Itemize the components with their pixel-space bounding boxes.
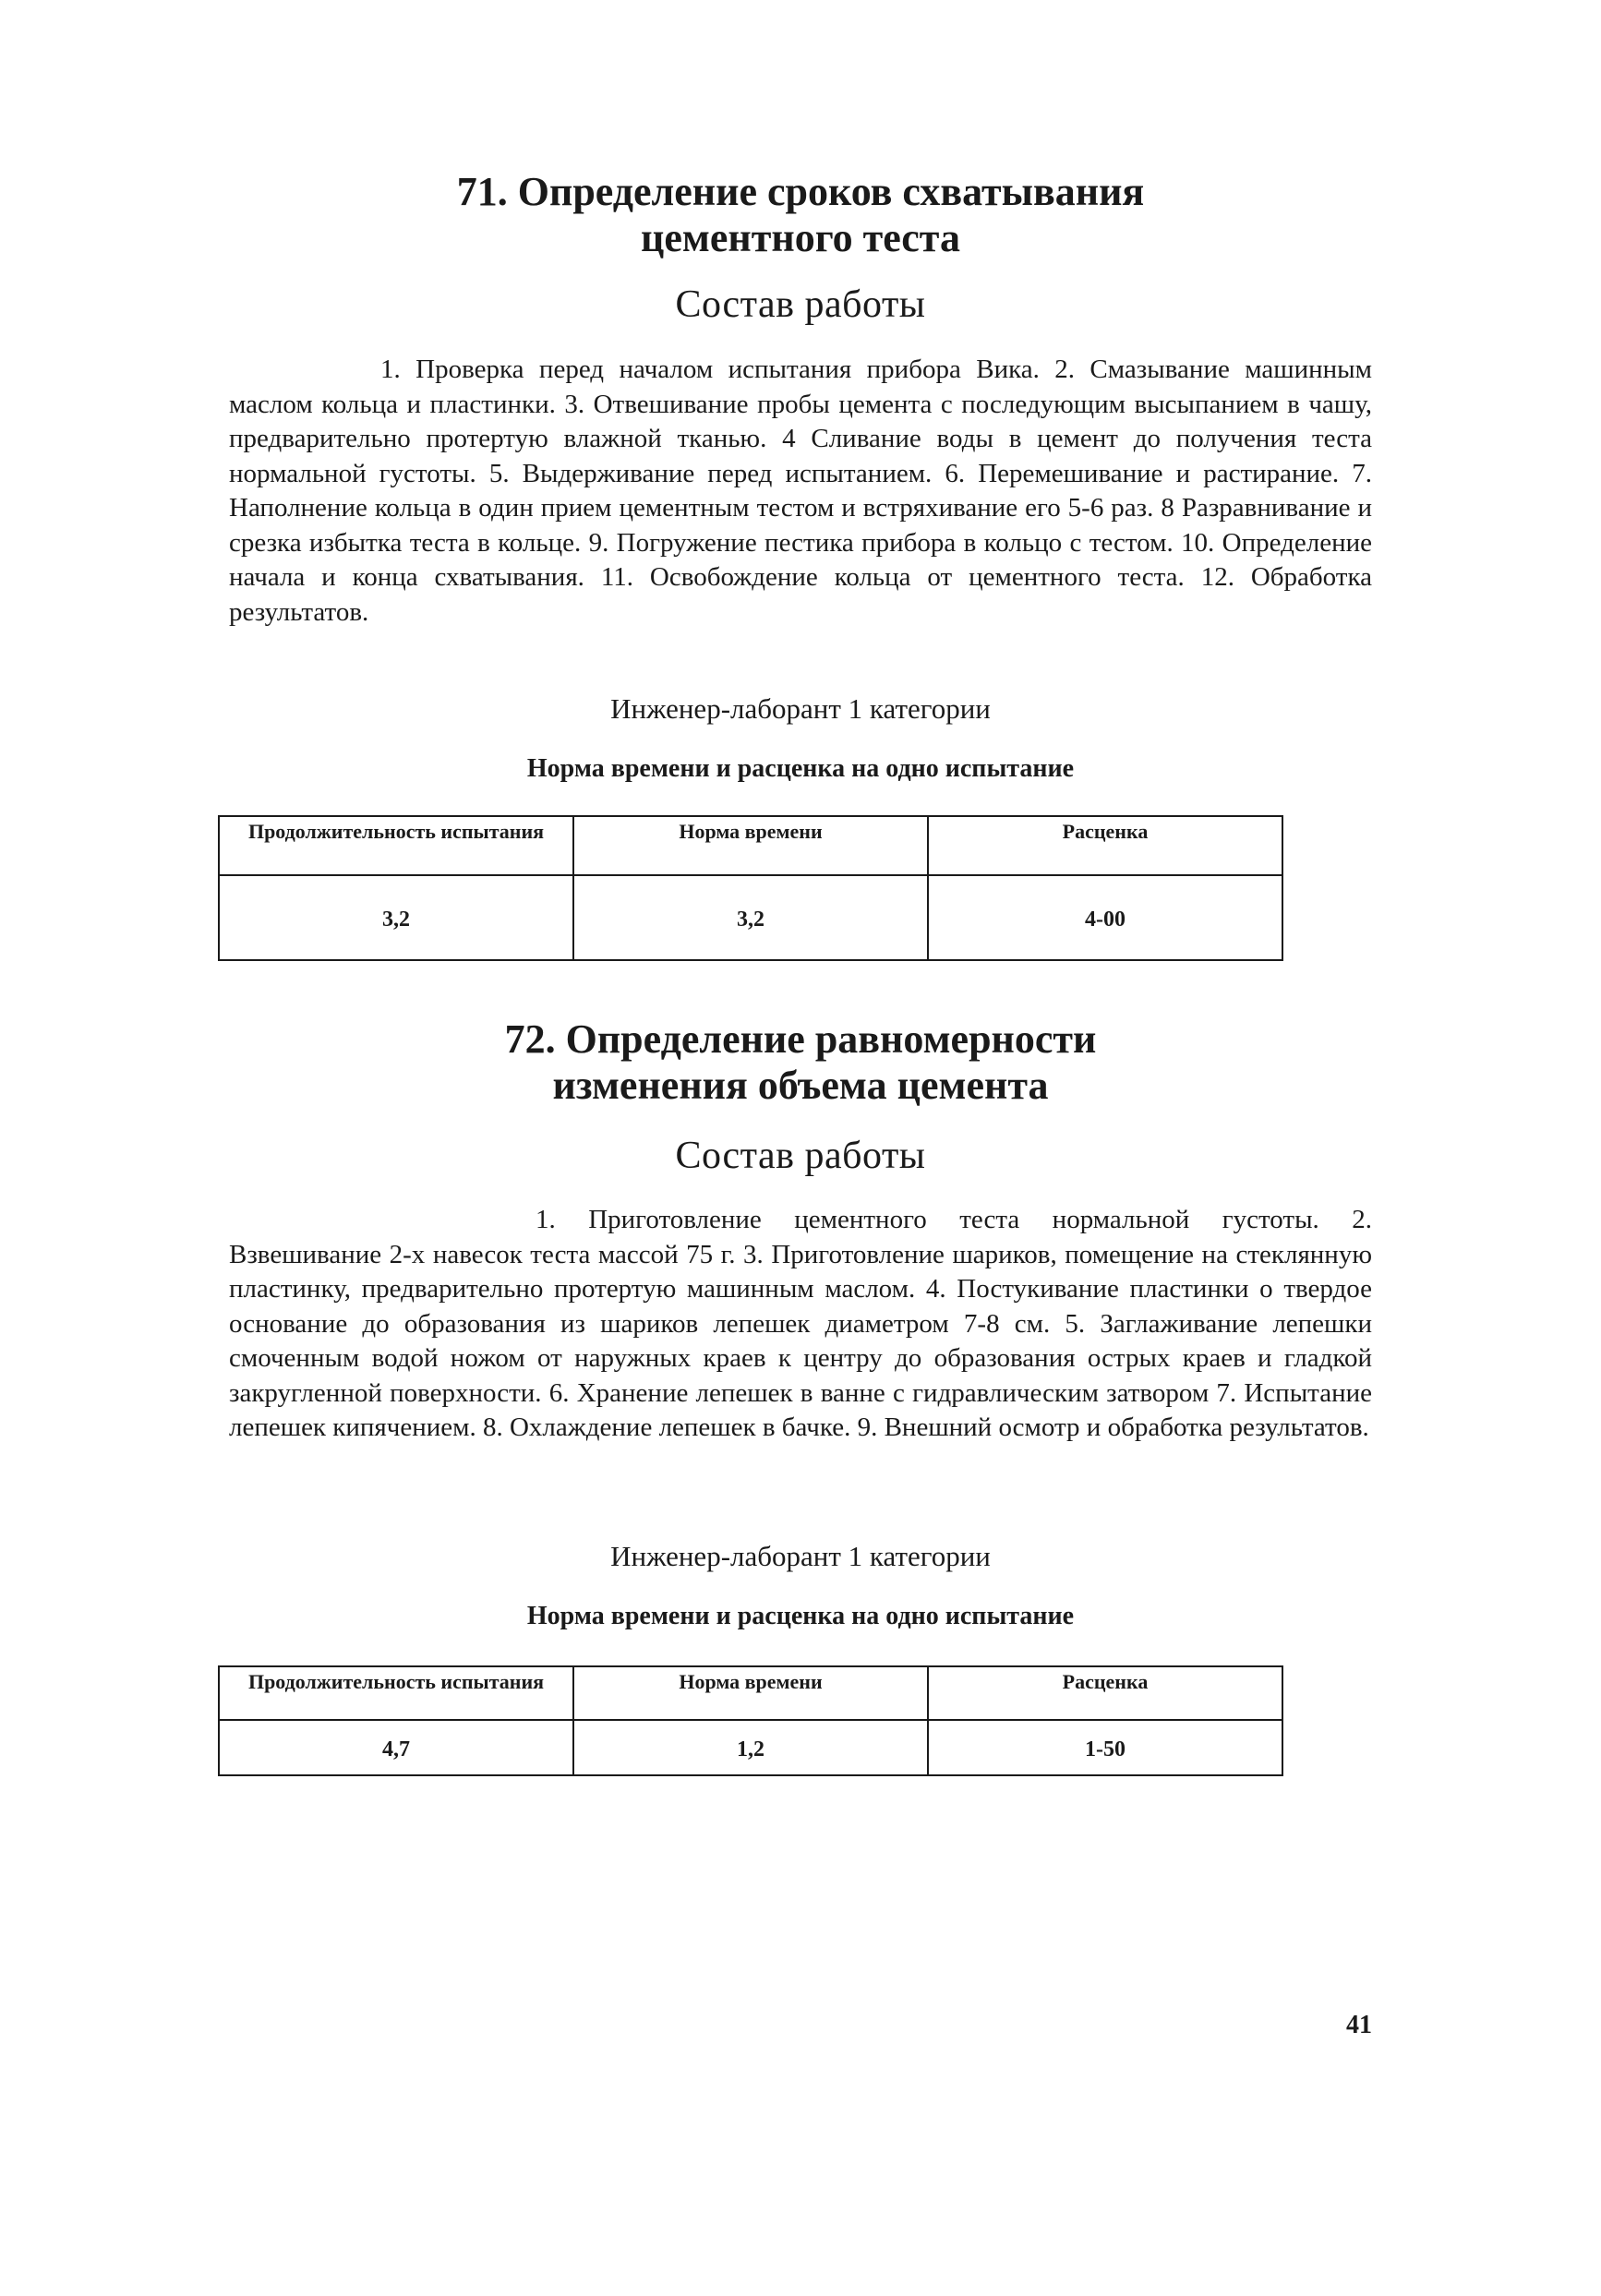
table-cell-time-norm: 1,2 — [573, 1720, 928, 1775]
table-cell-duration: 3,2 — [219, 875, 573, 960]
table-header-duration: Продолжительность испытания — [219, 816, 573, 875]
section-71-body-text: 1. Проверка перед началом испытания прибора Вика. 2. Смазывание машинным маслом кольца и пластинки. 3. Отвешивание пробы цемента с последующим высыпанием в чашу, предварительно протертую влажной тканью. 4 Сливание воды в цемент до получения теста нормальной густоты. 5. Выдерживание перед испытанием. 6. Перемешивание и растирание. 7. Наполнение кольца в один прием цементным тестом и встряхивание его 5-6 раз. 8 Разравнивание и срезка избытка теста в кольце. 9. Погружение пестика прибора в кольцо с тестом. 10. Определение начала и конца схватывания. 11. Освобождение кольца от цементного теста. 12. Обработка результатов. — [229, 355, 1372, 627]
table-header-time-norm: Норма времени — [573, 1666, 928, 1720]
table-cell-time-norm: 3,2 — [573, 875, 928, 960]
table-cell-duration: 4,7 — [219, 1720, 573, 1775]
section-72-heading-line2: изменения объема цемента — [552, 1063, 1049, 1108]
section-71-subheading: Состав работы — [675, 283, 926, 326]
section-72-norm-title: Норма времени и расценка на одно испытание — [526, 1602, 1075, 1630]
section-71-norm-table — [218, 815, 1283, 961]
table-header-rate: Расценка — [928, 1666, 1282, 1720]
section-71-heading — [0, 169, 1601, 261]
page-number: 41 — [1346, 2011, 1372, 2039]
section-71-heading-line1: 71. Определение сроков схватывания — [456, 169, 1145, 214]
section-71-role: Инженер-лаборант 1 категории — [610, 692, 991, 725]
table-header-row — [219, 816, 1282, 875]
table-cell-rate: 4-00 — [928, 875, 1282, 960]
table-header-row — [219, 1666, 1282, 1720]
section-72-subheading: Состав работы — [675, 1135, 926, 1177]
table-row — [219, 875, 1282, 960]
section-71-norm-title: Норма времени и расценка на одно испытание — [526, 754, 1075, 783]
section-72-heading-line1: 72. Определение равномерности — [504, 1016, 1097, 1062]
table-header-duration: Продолжительность испытания — [219, 1666, 573, 1720]
table-header-rate: Расценка — [928, 816, 1282, 875]
section-72-heading — [0, 1016, 1601, 1109]
section-72-body — [229, 1203, 1372, 1446]
table-header-time-norm: Норма времени — [573, 816, 928, 875]
section-72-norm-table — [218, 1665, 1283, 1776]
section-71-body — [229, 353, 1372, 630]
section-72-role: Инженер-лаборант 1 категории — [610, 1540, 991, 1572]
section-71-heading-line2: цементного теста — [641, 215, 960, 260]
section-72-body-text: 1. Приготовление цементного теста нормальной густоты. 2. Взвешивание 2-х навесок теста массой 75 г. 3. Приготовление шариков, помещение на стеклянную пластинку, предварительно протертую машинным маслом. 4. Постукивание пластинки о твердое основание до образования из шариков лепешек диаметром 7-8 см. 5. Заглаживание лепешки смоченным водой ножом от наружных краев к центру до образования острых краев и гладкой закругленной поверхности. 6. Хранение лепешек в ванне с гидравлическим затвором 7. Испытание лепешек кипячением. 8. Охлаждение лепешек в бачке. 9. Внешний осмотр и обработка результатов. — [229, 1205, 1372, 1442]
table-cell-rate: 1-50 — [928, 1720, 1282, 1775]
table-row — [219, 1720, 1282, 1775]
